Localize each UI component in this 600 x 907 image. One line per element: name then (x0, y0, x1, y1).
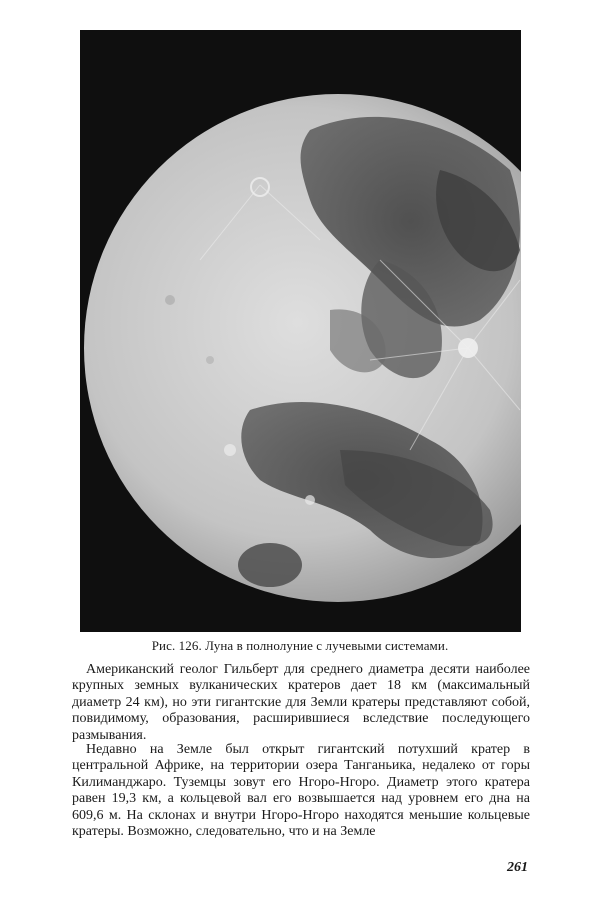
figure-caption: Рис. 126. Луна в полнолуние с лучевыми системами. (151, 638, 449, 653)
page-number: 261 (507, 860, 528, 875)
moon-photograph (80, 30, 521, 632)
paragraph-2 (72, 742, 530, 840)
paragraph-text: Недавно на Земле был открыт гигантский потухший кратер в центральной Африке, на территории озера Танганьика, недалеко от горы Килиманджаро. Туземцы зовут его Нгоро-Нгоро. Диаметр этого кратера равен 19,3 км, а кольцевой вал его возвышается над уровнем его дна на 609,6 м. На склонах и внутри Нгоро-Нгоро находятся меньшие кольцевые кратеры. Возможно, следовательно, что и на Земле (72, 742, 530, 840)
paragraph-text: Американский геолог Гильберт для среднего диаметра десяти наиболее крупных земных вулканических кратеров дает 18 км (максимальный диаметр 24 км), но эти гигантские для Земли кратеры представляют собой, повидимому, образования, расширившиеся вследствие последующего размывания. (72, 662, 530, 743)
bright-crater (458, 338, 478, 358)
paragraph-1 (72, 662, 530, 744)
